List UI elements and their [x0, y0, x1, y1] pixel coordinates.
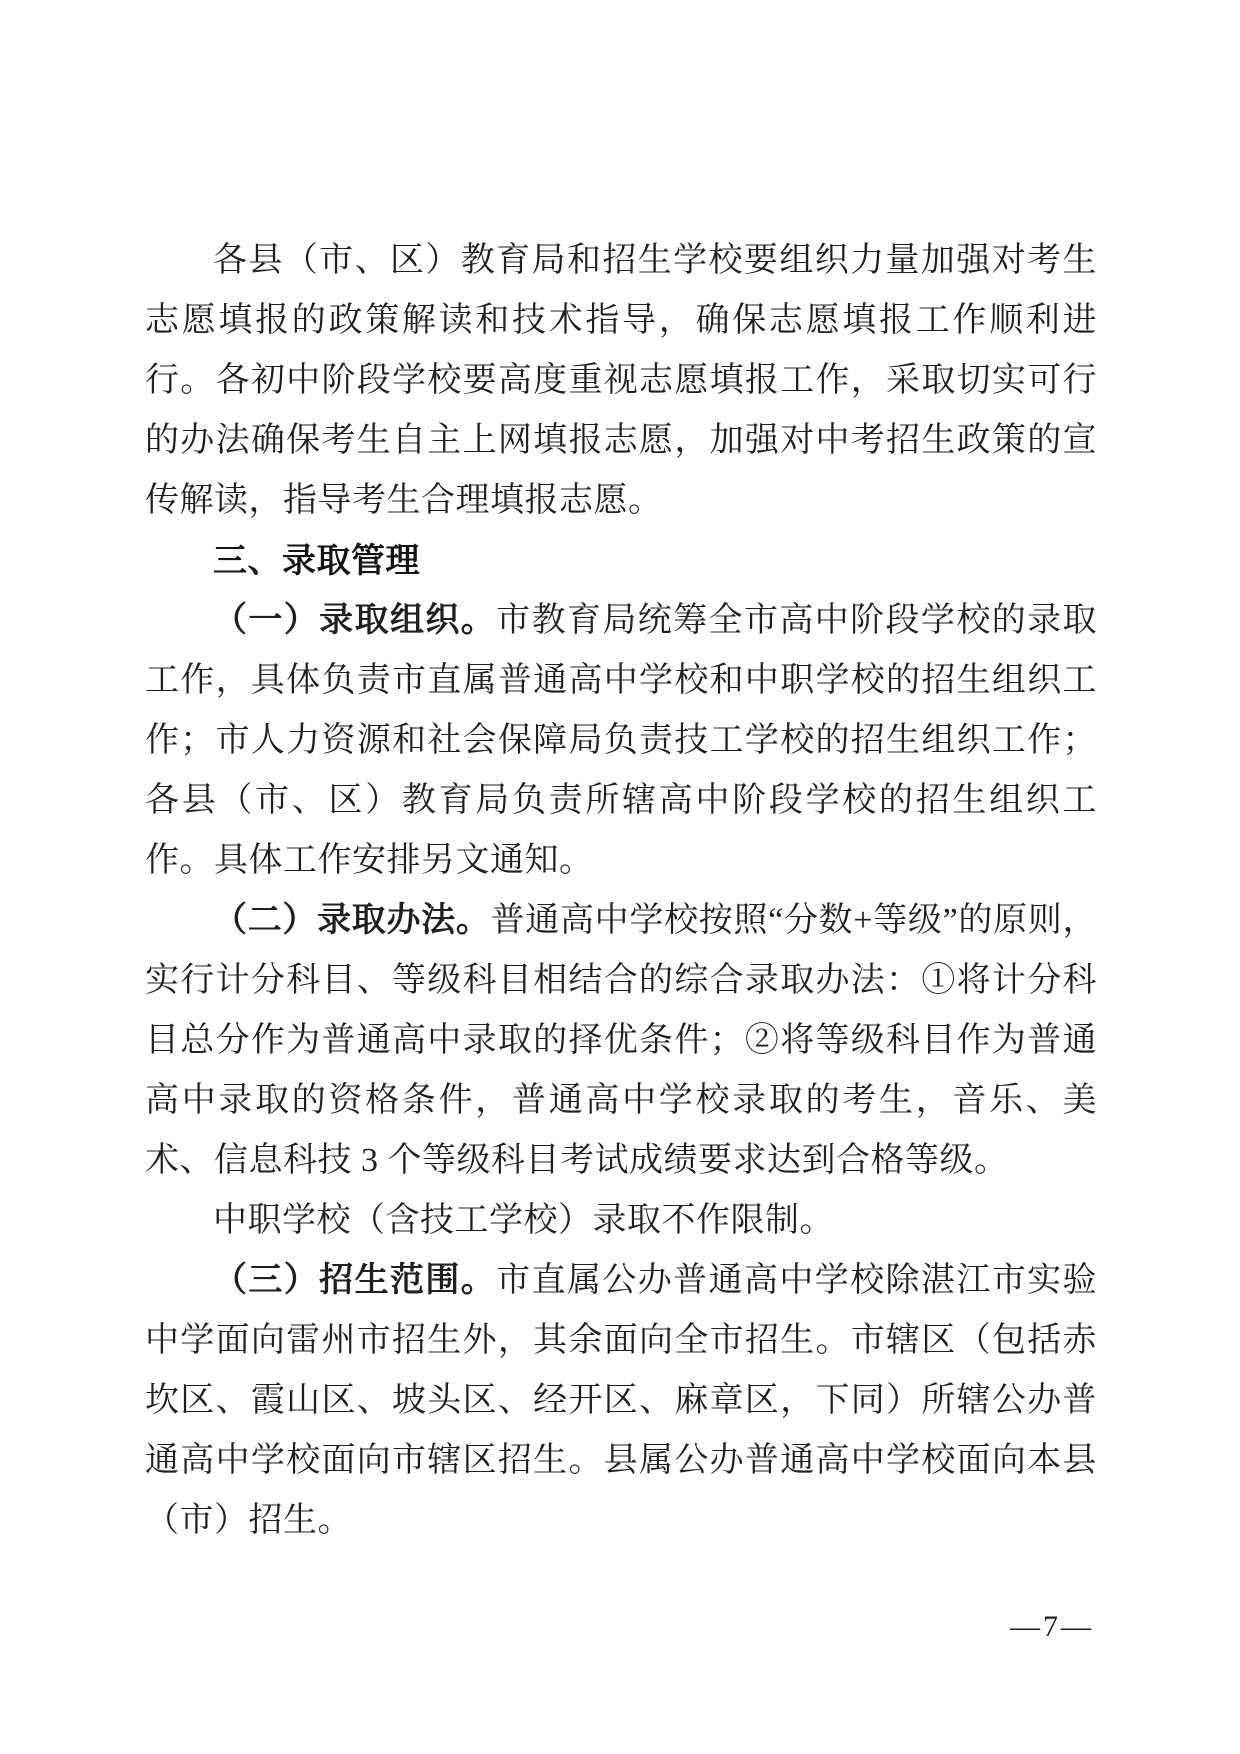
paragraph-body-text: 普通高中学校按照“分数+等级”的原则，实行计分科目、等级科目相结合的综合录取办法：①将计分科目总分作为普通高中录取的择优条件；②将等级科目作为普通高中录取的资格条件，普通高中学校录取的考生，音乐、美术、信息科技 3 个等级科目考试成绩要求达到合格等级。 [145, 902, 1098, 1179]
paragraph-volunteer-guidance: 各县（市、区）教育局和招生学校要组织力量加强对考生志愿填报的政策解读和技术指导，确保志愿填报工作顺利进行。各初中阶段学校要高度重视志愿填报工作，采取切实可行的办法确保考生自主上网填报志愿，加强对中考招生政策的宣传解读，指导考生合理填报志愿。 [145, 242, 1097, 519]
document-body [145, 231, 1097, 1551]
paragraph-vocational-school-note [145, 1191, 1097, 1251]
paragraph-body-text: 中职学校（含技工学校）录取不作限制。 [213, 1202, 834, 1239]
paragraph-body-text: 市教育局统筹全市高中阶段学校的录取工作，具体负责市直属普通高中学校和中职学校的招生组织工作；市人力资源和社会保障局负责技工学校的招生组织工作；各县（市、区）教育局负责所辖高中阶段学校的招生组织工作。具体工作安排另文通知。 [145, 602, 1098, 879]
paragraph-lead: （二）录取办法。 [213, 902, 491, 939]
section-heading-admission-management: 三、录取管理 [213, 542, 420, 580]
paragraph-admission-method [145, 891, 1097, 1191]
paragraph-lead: （一）录取组织。 [213, 602, 497, 639]
paragraph-enrollment-scope [145, 1251, 1097, 1551]
paragraph-lead: （三）招生范围。 [213, 1262, 497, 1299]
paragraph-admission-organization [145, 591, 1097, 891]
page-number: —7— [1010, 1610, 1094, 1643]
paragraph-body-text: 市直属公办普通高中学校除湛江市实验中学面向雷州市招生外，其余面向全市招生。市辖区（包括赤坎区、霞山区、坡头区、经开区、麻章区，下同）所辖公办普通高中学校面向市辖区招生。县属公办普通高中学校面向本县（市）招生。 [145, 1262, 1098, 1539]
